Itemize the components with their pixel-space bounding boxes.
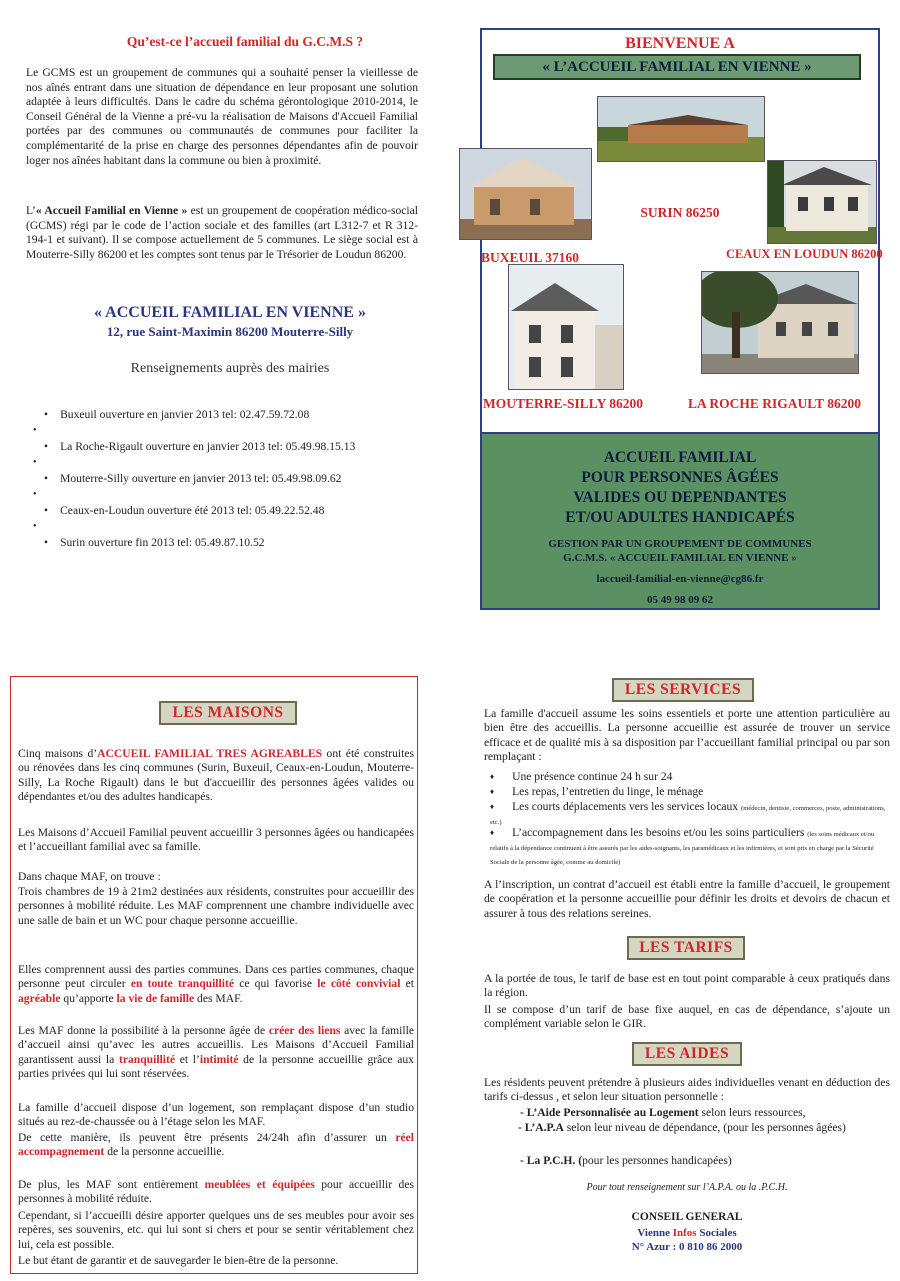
surin-photo <box>597 96 765 162</box>
text: L’accompagnement dans les besoins et/ou les soins particuliers <box>512 826 805 839</box>
conseil-general: CONSEIL GENERAL <box>631 1211 743 1223</box>
text: Infos <box>672 1227 697 1239</box>
intro-paragraph: Le GCMS est un groupement de communes qui a souhaité penser la vieillesse de nos aînés entrant dans une situation de dépendance en leur proposant une solution adaptée à leurs difficultés. Dans le cadre du schéma gérontologique 2010-2014, le Conseil Général de la Vienne a pré-vu la réalisation de Maisons d'Accueil Familial portées par des communes ou communautés de communes pour faciliter la complémentarité de la prise en charge des personnes dépendantes afin de pouvoir loger nos aînées habitant dans la commune ou bien à proximité. <box>26 66 418 167</box>
maisons-p5 <box>18 1024 414 1082</box>
mairie-item: • Ceaux-en-Loudun ouverture été 2013 tel: 05.49.22.52.48 <box>44 504 324 517</box>
text: Les MAF donne la possibilité à la personne âgée de <box>18 1024 269 1037</box>
green-title-line: ACCUEIL FAMILIAL <box>603 449 757 466</box>
aides-intro: Les résidents peuvent prétendre à plusieurs aides individuelles venant en déduction des tarifs ci-dessus , et selon leur situation personnelle : <box>484 1076 890 1104</box>
la-roche-photo <box>701 271 859 374</box>
maisons-p3-head: Dans chaque MAF, on trouve : <box>18 870 161 883</box>
highlight: la vie de famille <box>116 991 195 1005</box>
mairie-item: • Surin ouverture fin 2013 tel: 05.49.87.10.52 <box>44 536 265 549</box>
azur-number: N° Azur : 0 810 86 2000 <box>631 1241 743 1253</box>
bienvenue-title: BIENVENUE A <box>625 35 735 52</box>
aide-name: - L’Aide Personnalisée au Logement <box>520 1106 699 1119</box>
mairie-item: • La Roche-Rigault ouverture en janvier 2013 tel: 05.49.98.15.13 <box>44 440 355 453</box>
address-name: « ACCUEIL FAMILIAL EN VIENNE » <box>94 304 366 321</box>
maisons-p4 <box>18 963 414 1006</box>
mouterre-photo <box>508 264 624 390</box>
text: ce qui favorise <box>233 977 318 991</box>
maisons-p2: Les Maisons d’Accueil Familial peuvent accueillir 3 personnes âgées ou handicapées et l’accueillant familial avec sa famille. <box>18 826 414 854</box>
address-street: 12, rue Saint-Maximin 86200 Mouterre-Silly <box>106 324 354 339</box>
apa-note: Pour tout renseignement sur l’A.P.A. ou la .P.C.H. <box>586 1182 788 1193</box>
text: De plus, les MAF sont entièrement <box>18 1178 205 1191</box>
maisons-p10: Le but étant de garantir et de sauvegarder le bien-être de la personne. <box>18 1254 339 1267</box>
text: des MAF. <box>194 991 243 1005</box>
highlight: ACCUEIL FAMILIAL TRES AGREABLES <box>97 747 323 760</box>
highlight: meublées et équipées <box>204 1178 315 1191</box>
aides-heading: LES AIDES <box>632 1042 742 1066</box>
aide-pch <box>520 1154 890 1168</box>
maisons-p3: Trois chambres de 19 à 21m2 destinées aux résidents, construites pour accueillir des personnes à mobilité réduite. Les MAF comprennent une chambre individuelle avec une salle de bain et un WC pour chaque personne accueillie. <box>18 885 414 927</box>
aide-desc: selon leurs ressources, <box>698 1106 806 1119</box>
tarifs-p2: Il se compose d’un tarif de base fixe auquel, en cas de dépendance, s’ajoute un complément variable selon le GIR. <box>484 1003 890 1031</box>
maisons-p9: Cependant, si l’accueilli désire apporter quelques uns de ses meubles pour avoir ses repères, ses souvenirs, etc. qui lui sont si chers et pour se sentir véritablement chez lui, cela est possible. <box>18 1209 414 1251</box>
highlight: tranquillité <box>118 1052 176 1066</box>
vienne-infos-sociales <box>484 1227 890 1239</box>
text: Vienne <box>637 1227 673 1239</box>
green-title-line: ET/OU ADULTES HANDICAPÉS <box>565 509 795 526</box>
highlight: intimité <box>199 1052 239 1066</box>
ceaux-photo <box>767 160 877 244</box>
services-heading: LES SERVICES <box>612 678 754 702</box>
text: et l’ <box>175 1052 200 1066</box>
bullet-dot: • <box>33 521 37 532</box>
aide-apl <box>520 1106 890 1120</box>
la-roche-label: LA ROCHE RIGAULT 86200 <box>688 396 861 411</box>
gestion-line: GESTION PAR UN GROUPEMENT DE COMMUNES <box>548 538 812 550</box>
bullet-dot: • <box>33 489 37 500</box>
aide-name: - L’A.P.A <box>518 1121 564 1134</box>
aide-desc: selon leur niveau de dépendance, (pour les personnes âgées) <box>563 1121 846 1134</box>
service-item <box>490 826 890 868</box>
mairie-item: • Buxeuil ouverture en janvier 2013 tel: 02.47.59.72.08 <box>44 408 309 421</box>
question-title: Qu’est-ce l’accueil familial du G.C.M.S ? <box>126 34 364 49</box>
mairie-item: • Mouterre-Silly ouverture en janvier 2013 tel: 05.49.98.09.62 <box>44 472 341 485</box>
text: de la personne accueillie grâce aux parties privées qui lui sont réservées. <box>18 1052 414 1081</box>
text: qu’apporte <box>60 991 117 1005</box>
maisons-p6: La famille d’accueil dispose d’un logement, son remplaçant dispose d’un studio situés au rez-de-chaussée ou à l’étage selon les MAF. <box>18 1101 414 1129</box>
gcms-line: G.C.M.S. « ACCUEIL FAMILIAL EN VIENNE » <box>563 552 797 564</box>
maisons-p1 <box>18 747 414 805</box>
highlight: réel accompagnement <box>18 1131 414 1159</box>
renseignements-heading: Renseignements auprès des mairies <box>130 361 330 376</box>
cover-title: « L’ACCUEIL FAMILIAL EN VIENNE » <box>493 54 861 80</box>
highlight: créer des liens <box>268 1024 341 1037</box>
maisons-heading: LES MAISONS <box>159 701 297 725</box>
buxeuil-photo <box>459 148 592 240</box>
green-title-line: VALIDES OU DEPENDANTES <box>573 489 787 506</box>
maisons-p7 <box>18 1131 414 1160</box>
service-item: ♦ Les repas, l’entretien du linge, le ménage <box>490 785 890 799</box>
service-item: ♦ Une présence continue 24 h sur 24 <box>490 770 890 784</box>
highlight: agréable <box>18 991 61 1005</box>
text: ont été construites ou rénovées dans les cinq communes (Surin, Buxeuil, Ceaux-en-Loudun, Mouterre-Silly, La Roche Rigault) dans le but d'accueillir des personnes âgées valides ou dépendantes et/ou des adultes handicapés. <box>18 747 414 804</box>
gcms-paragraph <box>26 204 418 262</box>
text: Elles comprennent aussi des parties communes. Dans ces parties communes, chaque personne peut circuler <box>18 963 414 991</box>
p2-name: « Accueil Familial en Vienne » <box>35 204 188 217</box>
mouterre-label: MOUTERRE-SILLY 86200 <box>483 396 643 411</box>
highlight: en toute tranquillité <box>130 977 234 991</box>
aide-desc: pour les personnes handicapées) <box>582 1154 732 1167</box>
text: Sociales <box>696 1227 737 1239</box>
ceaux-label: CEAUX EN LOUDUN 86200 <box>726 247 883 261</box>
text: Cinq maisons d’ <box>18 747 98 760</box>
text: De cette manière, ils peuvent être présents 24/24h afin d’assurer un <box>18 1131 396 1144</box>
tarifs-p1: A la portée de tous, le tarif de base est en tout point comparable à ceux pratiqués dans la région. <box>484 972 890 1000</box>
aide-apa <box>486 1121 890 1135</box>
surin-label: SURIN 86250 <box>640 205 720 220</box>
text: Les courts déplacements vers les services locaux <box>512 800 739 813</box>
text: de la personne accueillie. <box>104 1145 225 1159</box>
aide-name: - La P.C.H. ( <box>520 1154 583 1167</box>
services-intro: La famille d'accueil assume les soins essentiels et porte une attention particulière au bien être des accueillis. La personne accueillie est assurée de trouver un service efficace et de qualité mis à sa disposition par l’accueillant familial principal ou par son remplaçant : <box>484 707 890 764</box>
note: (les soins médicaux et/ou relatifs à la dépendance continuent à être assurés par les aides-soignants, les paramédicaux et les infirmières, et sont pris en charge par la Sécurité Sociale de la personne âgée, comme au domicile) <box>490 831 875 866</box>
text: pour accueillir des personnes à mobilité réduite. <box>18 1178 415 1206</box>
tarifs-heading: LES TARIFS <box>627 936 745 960</box>
bullet-dot: • <box>33 425 37 436</box>
service-item <box>490 800 890 828</box>
services-outro: A l’inscription, un contrat d’accueil est établi entre la famille d’accueil, le groupement de coopération et la personne accueillie pour définir les droits et devoirs de chacun et assurer à tous des relations sereines. <box>484 878 890 920</box>
buxeuil-label: BUXEUIL 37160 <box>481 250 579 265</box>
maisons-p8 <box>18 1178 414 1207</box>
text: et <box>400 977 414 991</box>
note: (médecin, dentiste, commerces, poste, administrations, etc.) <box>490 805 886 826</box>
text: avec la famille d’accueil ainsi qu’avec les autres accueillis. Les Maisons d’Accueil Familial garantissent aussi la <box>18 1024 414 1066</box>
bullet-dot: • <box>33 457 37 468</box>
p2-rest: est un groupement de coopération médico-social (GCMS) régi par le code de l’action sociale et des familles (art L312-7 et R 312-194-1 et suivant). Il se compose actuellement de 5 communes. Le siège social est à Mouterre-Silly 86200 et les comptes sont tenus par le Trésorier de Loudun 86200. <box>26 204 418 261</box>
p2-prefix: L’ <box>26 204 36 217</box>
green-title-line: POUR PERSONNES ÂGÉES <box>581 469 779 486</box>
contact-phone: 05 49 98 09 62 <box>647 594 713 606</box>
highlight: le côté convivial <box>317 977 401 991</box>
contact-email[interactable]: laccueil-familial-en-vienne@cg86.fr <box>596 573 764 585</box>
